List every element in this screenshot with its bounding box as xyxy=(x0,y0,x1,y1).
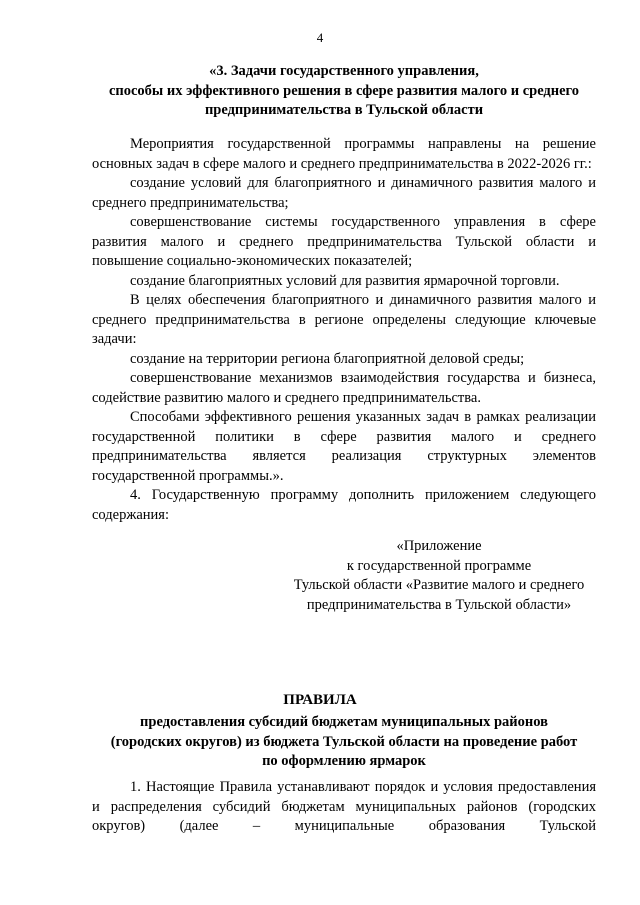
page-number: 4 xyxy=(316,30,324,45)
appendix-note xyxy=(280,537,598,615)
section-body xyxy=(92,135,596,525)
appendix-line: «Приложение xyxy=(396,538,482,554)
appendix-line: предпринимательства в Тульской области» xyxy=(306,596,572,613)
paragraph: В целях обеспечения благоприятного и динамичного развития малого и среднего предпринимательства в регионе определены следующие ключевые задачи: xyxy=(92,292,596,347)
section-heading-line: «3. Задачи государственного управления, xyxy=(209,63,479,79)
section-heading-line: предпринимательства в Тульской области xyxy=(204,102,484,118)
rules-title: ПРАВИЛА xyxy=(283,692,357,708)
paragraph: совершенствование механизмов взаимодействия государства и бизнеса, содействие развитию малого и среднего предпринимательства. xyxy=(92,370,596,406)
rules-subtitle-line: (городских округов) из бюджета Тульской области на проведение работ xyxy=(110,733,578,750)
appendix-line: к государственной программе xyxy=(346,557,532,574)
rules-subtitle-line: по оформлению ярмарок xyxy=(262,753,426,769)
section-heading-line: способы их эффективного решения в сфере развития малого и среднего xyxy=(108,82,580,99)
paragraph: создание условий для благоприятного и динамичного развития малого и среднего предпринимательства; xyxy=(92,175,596,211)
rules-subtitle-line: предоставления субсидий бюджетам муниципальных районов xyxy=(140,714,548,730)
paragraph: совершенствование системы государственного управления в сфере развития малого и среднего предпринимательства Тульской области и повышение социально-экономических показателей; xyxy=(92,214,596,269)
paragraph: 4. Государственную программу дополнить приложением следующего содержания: xyxy=(92,487,596,523)
appendix-line: Тульской области «Развитие малого и среднего xyxy=(293,577,585,593)
paragraph: создание на территории региона благоприятной деловой среды; xyxy=(130,350,525,367)
paragraph: Мероприятия государственной программы направлены на решение основных задач в сфере малого и среднего предпринимательства в 2022-2026 гг.: xyxy=(92,136,596,172)
paragraph: создание благоприятных условий для развития ярмарочной торговли. xyxy=(130,272,560,289)
paragraph: Способами эффективного решения указанных задач в рамках реализации государственной политики в сфере развития малого и среднего предпринимательства является реализация структурных элементов государственной программы.». xyxy=(92,409,596,484)
rules-subtitle xyxy=(92,713,596,772)
rules-body xyxy=(92,778,596,837)
rules-paragraph: 1. Настоящие Правила устанавливают порядок и условия предоставления и распределения субсидий бюджетам муниципальных районов (городских округов) (далее – муниципальные образования Тульской xyxy=(92,779,596,834)
section-heading xyxy=(92,62,596,121)
